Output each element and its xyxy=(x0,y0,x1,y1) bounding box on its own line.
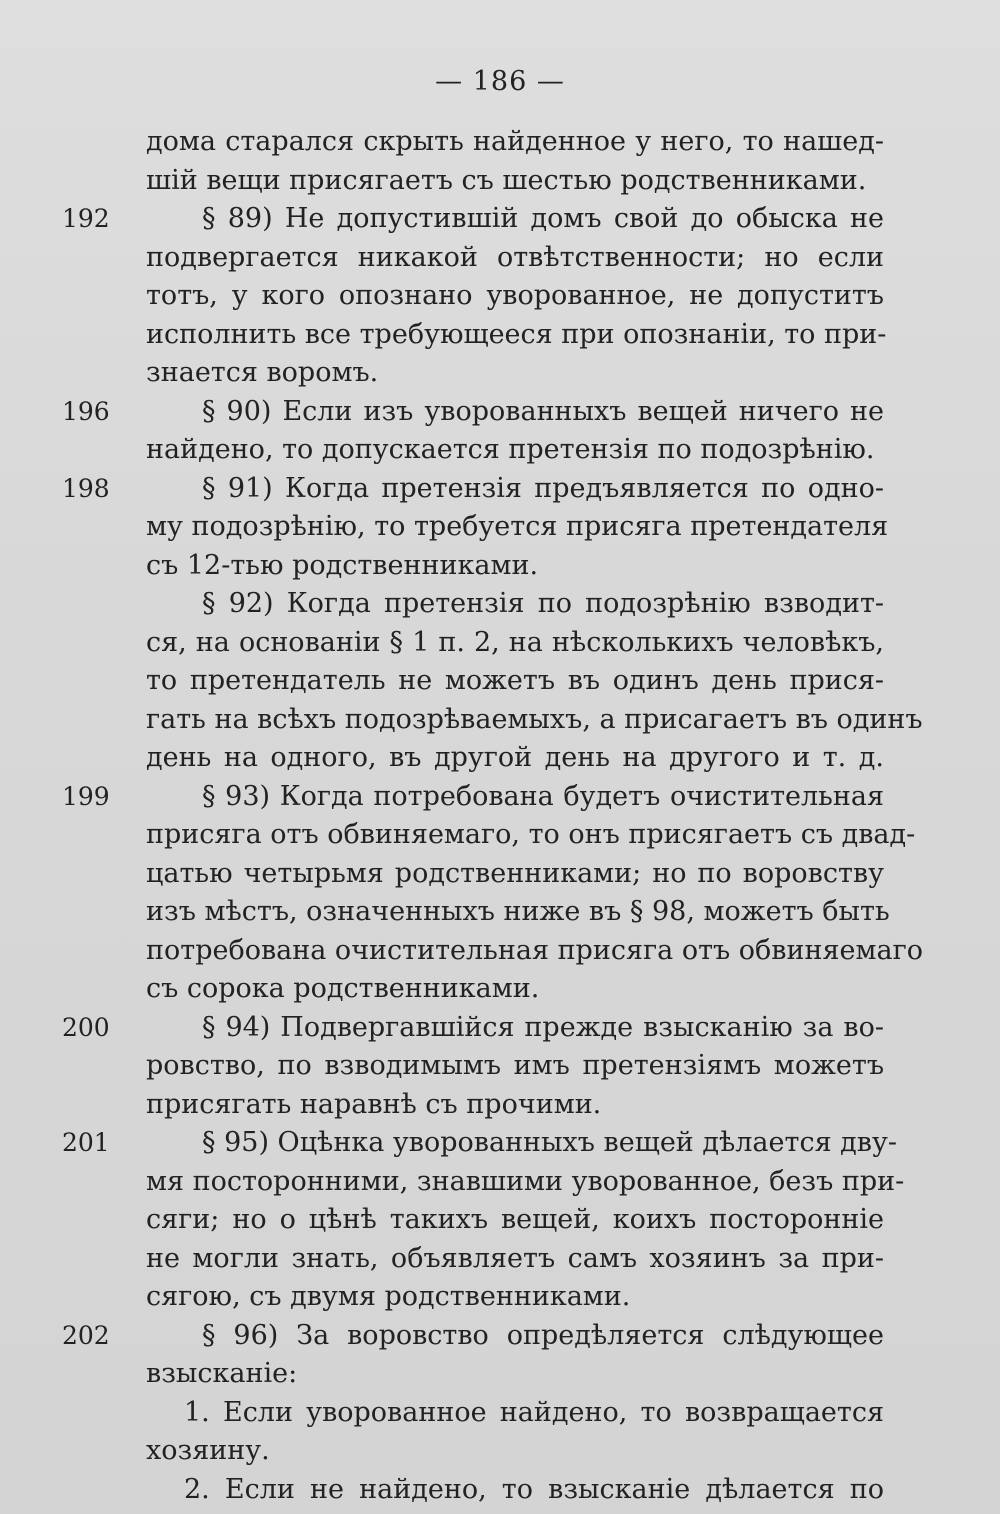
text-line xyxy=(146,123,884,162)
text-line xyxy=(146,547,884,586)
line-text: сяги; но о цѣнѣ такихъ вещей, коихъ посторонніе xyxy=(146,1204,884,1235)
text-line xyxy=(146,1355,884,1394)
text-line xyxy=(146,1201,884,1240)
text-line xyxy=(146,1394,884,1433)
text-line xyxy=(62,393,884,432)
line-text: § 90) Если изъ уворованныхъ вещей ничего не xyxy=(202,395,884,427)
line-text: найдено, то допускается претензія по подозрѣнію. xyxy=(146,434,875,465)
line-text: то претендатель не можетъ въ одинъ день прися- xyxy=(146,665,884,696)
text-line xyxy=(146,1471,884,1510)
line-text: § 89) Не допустившій домъ свой до обыска не xyxy=(202,203,884,234)
page-number: — 186 — xyxy=(435,66,565,97)
line-text: исполнить все требующееся при опознаніи, то при- xyxy=(146,318,887,350)
line-text: подвергается никакой отвѣтственности; но если xyxy=(146,241,884,273)
text-line xyxy=(146,431,884,470)
text-line xyxy=(62,1124,898,1163)
line-text: тотъ, у кого опознано уворованное, не допуститъ xyxy=(146,280,884,311)
text-line xyxy=(146,1047,884,1086)
text-line xyxy=(146,1240,884,1279)
text-line xyxy=(146,1163,905,1202)
line-text: потребована очистительная присяга отъ обвиняемаго xyxy=(146,934,923,966)
line-text: 1. Если уворованное найдено, то возвращается xyxy=(184,1396,884,1428)
line-text: § 92) Когда претензія по подозрѣнію взводит- xyxy=(202,588,884,619)
text-line xyxy=(146,585,884,624)
margin-number: 198 xyxy=(62,473,110,503)
margin-number: 192 xyxy=(62,204,110,233)
text-line xyxy=(146,239,884,278)
line-text: цатью четырьмя родственниками; но по воровству xyxy=(146,857,884,889)
line-text: мя посторонними, знавшими уворованное, безъ при- xyxy=(146,1165,905,1197)
text-line xyxy=(146,1432,884,1471)
line-text: знается воромъ. xyxy=(146,357,379,388)
line-text: ся, на основаніи § 1 п. 2, на нѣсколькихъ человѣкъ, xyxy=(146,626,884,658)
line-text: съ 12-тью родственниками. xyxy=(146,549,539,581)
line-text: му подозрѣнію, то требуется присяга претендателя xyxy=(146,511,889,542)
margin-number: 201 xyxy=(62,1128,110,1157)
line-text: § 94) Подвергавшійся прежде взысканію за во- xyxy=(202,1011,884,1043)
body-text xyxy=(62,123,923,1509)
line-text: присягать наравнѣ съ прочими. xyxy=(146,1088,602,1120)
text-line xyxy=(62,1009,884,1048)
text-line xyxy=(146,316,887,355)
text-line xyxy=(146,624,884,663)
text-line xyxy=(146,739,884,778)
text-line xyxy=(62,778,884,817)
margin-number: 196 xyxy=(62,396,110,426)
margin-number: 199 xyxy=(62,781,110,811)
text-line xyxy=(146,855,884,894)
text-line xyxy=(146,701,923,740)
line-text: хозяину. xyxy=(146,1435,270,1466)
line-text: ровство, по взводимымъ имъ претензіямъ можетъ xyxy=(146,1050,884,1081)
line-text: изъ мѣстъ, означенныхъ ниже въ § 98, можетъ быть xyxy=(146,896,890,927)
line-text: взысканіе: xyxy=(146,1358,298,1389)
margin-number: 200 xyxy=(62,1012,110,1042)
line-text: присяга отъ обвиняемаго, то онъ присягаетъ съ двад- xyxy=(146,819,916,850)
text-line xyxy=(146,277,884,316)
text-line xyxy=(146,1278,884,1317)
text-line xyxy=(62,470,884,509)
line-text: § 95) Оцѣнка уворованныхъ вещей дѣлается дву- xyxy=(202,1127,898,1158)
text-line xyxy=(146,354,884,393)
line-text: шій вещи присягаетъ съ шестью родственниками. xyxy=(146,164,867,196)
line-text: гать на всѣхъ подозрѣваемыхъ, а присагаетъ въ одинъ xyxy=(146,703,923,735)
line-text: 2. Если не найдено, то взысканіе дѣлается по xyxy=(184,1473,884,1505)
line-text: не могли знать, объявляетъ самъ хозяинъ за при- xyxy=(146,1242,884,1274)
text-line xyxy=(146,662,884,701)
line-text: § 93) Когда потребована будетъ очистительная xyxy=(202,780,884,812)
line-text: дома старался скрыть найденное у него, то нашед- xyxy=(146,126,884,157)
line-text: сягою, съ двумя родственниками. xyxy=(146,1281,631,1312)
text-line xyxy=(146,816,916,855)
text-line xyxy=(62,1317,884,1356)
line-text: § 91) Когда претензія предъявляется по одно- xyxy=(202,472,884,504)
line-text: § 96) За воровство опредѣляется слѣдующее xyxy=(202,1319,884,1351)
text-line xyxy=(146,1086,884,1125)
text-line xyxy=(62,200,884,239)
line-text: день на одного, въ другой день на другого и т. д. xyxy=(146,742,884,773)
margin-number: 202 xyxy=(62,1320,110,1350)
line-text: съ сорока родственниками. xyxy=(146,973,540,1004)
text-line xyxy=(146,162,884,201)
text-line xyxy=(146,932,923,971)
text-line xyxy=(146,893,890,932)
text-line xyxy=(146,970,884,1009)
text-line xyxy=(146,508,889,547)
